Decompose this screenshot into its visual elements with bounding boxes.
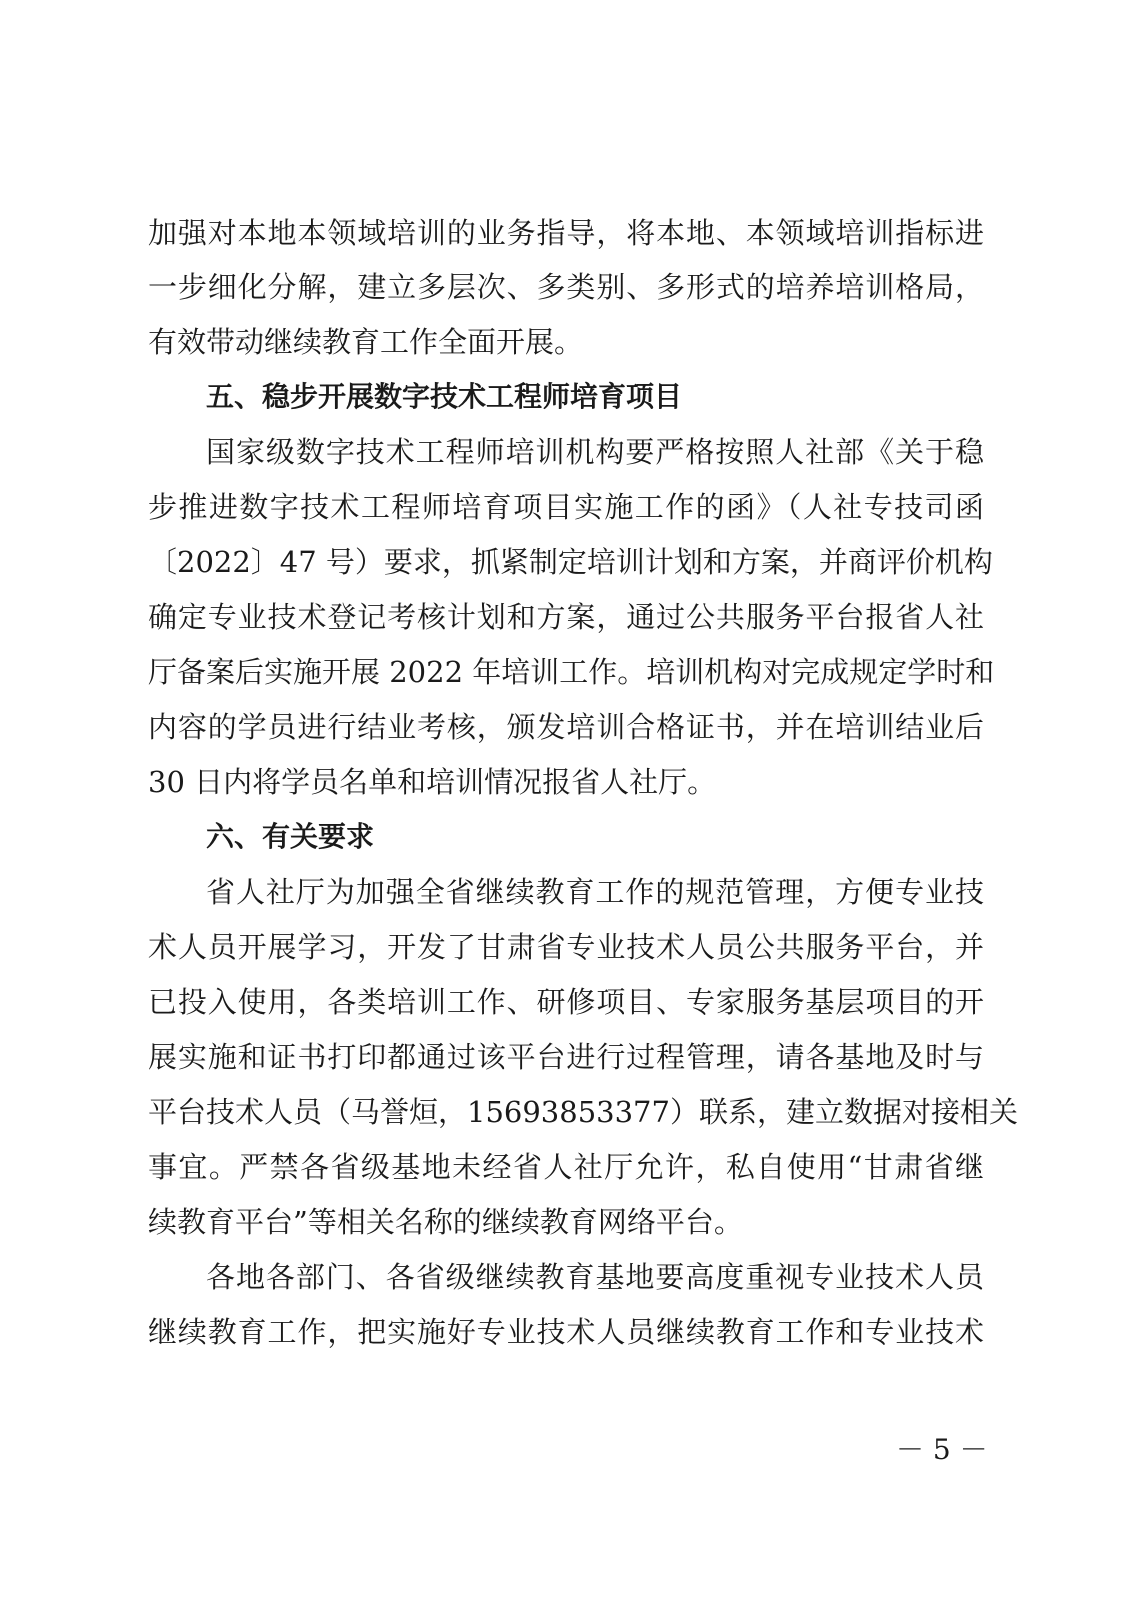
body-text-line: 30 日内将学员名单和培训情况报省人社厅。 bbox=[148, 765, 717, 799]
body-text-line: 平台技术人员（马誉烜，15693853377）联系，建立数据对接相关 bbox=[148, 1095, 1018, 1129]
paragraph-first-line: 国家级数字技术工程师培训机构要严格按照人社部《关于稳 bbox=[206, 435, 984, 469]
body-text-line: 厅备案后实施开展 2022 年培训工作。培训机构对完成规定学时和 bbox=[148, 655, 995, 689]
page-number: － 5 － bbox=[896, 1433, 988, 1466]
paragraph-first-line: 省人社厅为加强全省继续教育工作的规范管理，方便专业技 bbox=[206, 875, 984, 909]
section-heading-6: 六、有关要求 bbox=[206, 820, 375, 853]
body-text-line: 继续教育工作，把实施好专业技术人员继续教育工作和专业技术 bbox=[148, 1315, 984, 1349]
body-text-line: 展实施和证书打印都通过该平台进行过程管理，请各基地及时与 bbox=[148, 1040, 984, 1074]
body-text-line: 加强对本地本领域培训的业务指导，将本地、本领域培训指标进 bbox=[148, 216, 984, 250]
body-text-line: 确定专业技术登记考核计划和方案，通过公共服务平台报省人社 bbox=[148, 600, 984, 634]
paragraph-first-line: 各地各部门、各省级继续教育基地要高度重视专业技术人员 bbox=[206, 1260, 984, 1294]
body-text-line: 一步细化分解，建立多层次、多类别、多形式的培养培训格局， bbox=[148, 270, 984, 304]
body-text-line: 〔2022〕47 号）要求，抓紧制定培训计划和方案，并商评价机构 bbox=[148, 545, 993, 579]
body-text-line: 有效带动继续教育工作全面开展。 bbox=[148, 325, 584, 359]
body-text-line: 已投入使用，各类培训工作、研修项目、专家服务基层项目的开 bbox=[148, 985, 984, 1019]
body-text-line: 步推进数字技术工程师培育项目实施工作的函》（人社专技司函 bbox=[148, 490, 984, 524]
section-heading-5: 五、稳步开展数字技术工程师培育项目 bbox=[206, 380, 683, 413]
body-text-line: 续教育平台”等相关名称的继续教育网络平台。 bbox=[148, 1205, 743, 1239]
body-text-line: 事宜。严禁各省级基地未经省人社厅允许，私自使用“甘肃省继 bbox=[148, 1150, 984, 1184]
body-text-line: 术人员开展学习，开发了甘肃省专业技术人员公共服务平台，并 bbox=[148, 930, 984, 964]
body-text-line: 内容的学员进行结业考核，颁发培训合格证书，并在培训结业后 bbox=[148, 710, 984, 744]
